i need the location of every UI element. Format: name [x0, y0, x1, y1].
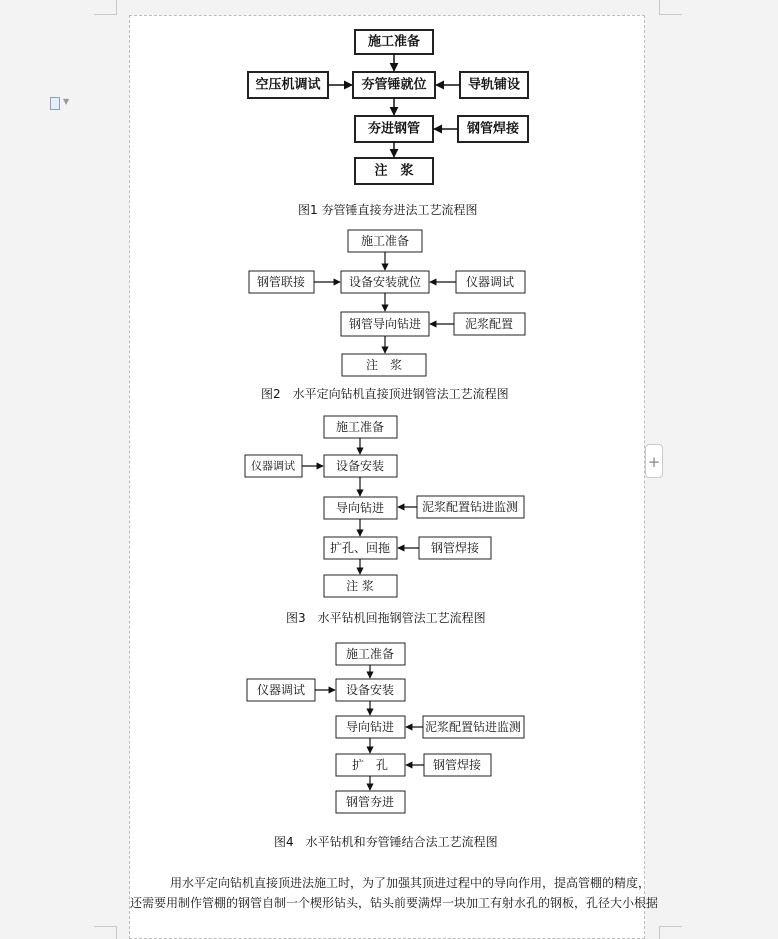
flow-box-equipment-install: [324, 455, 397, 477]
svg-text:空压机调试: 空压机调试: [255, 77, 321, 93]
flow-box-pipe-connection: [249, 271, 314, 293]
flow-box-grouting: [355, 158, 433, 184]
svg-text:仪器调试: 仪器调试: [465, 275, 515, 289]
svg-text:夯管锤就位: 夯管锤就位: [361, 77, 427, 93]
svg-text:施工准备: 施工准备: [345, 647, 395, 661]
flow-box-guided-drilling: [336, 716, 405, 738]
flow-box-grouting: [342, 354, 426, 376]
svg-text:钢管焊接: 钢管焊接: [432, 758, 482, 772]
body-text-line: 用水平定向钻机直接顶进法施工时，为了加强其顶进过程中的导向作用，提高管棚的精度，: [170, 876, 651, 890]
svg-text:注 浆: 注 浆: [346, 579, 374, 593]
flow-box-instrument-test: [456, 271, 525, 293]
flow-box-ram-pipe: [355, 116, 433, 142]
flow-box-construction-prep: [324, 416, 397, 438]
flow-box-guided-drilling: [341, 312, 429, 336]
svg-text:夯进钢管: 夯进钢管: [367, 121, 421, 137]
figure4-caption: 图4 水平钻机和夯管锤结合法工艺流程图: [274, 835, 498, 849]
flow-box-equipment-install: [341, 271, 429, 293]
flow-box-hammer-position: [353, 72, 435, 98]
flow-box-reaming: [336, 754, 405, 776]
flow-box-pipe-welding: [424, 754, 491, 776]
flow-box-guided-drilling: [324, 497, 397, 519]
svg-text:设备安装: 设备安装: [345, 683, 395, 697]
svg-text:扩 孔: 扩 孔: [351, 758, 389, 772]
svg-text:施工准备: 施工准备: [367, 34, 421, 50]
svg-text:导向钻进: 导向钻进: [335, 501, 385, 515]
add-button[interactable]: +: [645, 444, 663, 478]
svg-text:仪器调试: 仪器调试: [256, 683, 306, 697]
svg-text:设备安装: 设备安装: [335, 459, 385, 473]
flow-box-construction-prep: [348, 230, 422, 252]
flow-box-mud-prep: [454, 313, 525, 335]
figure1-caption: 图1 夯管锤直接夯进法工艺流程图: [298, 203, 478, 217]
svg-text:施工准备: 施工准备: [360, 234, 410, 248]
svg-text:扩孔、回拖: 扩孔、回拖: [329, 541, 391, 555]
figure3-caption: 图3 水平钻机回拖钢管法工艺流程图: [286, 611, 486, 625]
figure2-caption: 图2 水平定向钻机直接顶进钢管法工艺流程图: [261, 387, 509, 401]
flow-box-mud-monitoring: [423, 716, 524, 738]
body-text-line: 还需要用制作管棚的钢管自制一个楔形钻头，钻头前要满焊一块加工有射水孔的钢板，孔径大小根据: [130, 896, 659, 910]
svg-text:导向钻进: 导向钻进: [345, 720, 395, 734]
figure1-chart: [248, 30, 528, 184]
svg-text:导轨铺设: 导轨铺设: [467, 77, 521, 93]
flow-box-compressor-test: [248, 72, 328, 98]
figure3-chart: [245, 416, 524, 597]
svg-text:泥浆配置: 泥浆配置: [464, 317, 514, 331]
figure2-arrows: [314, 252, 456, 353]
flow-box-instrument-test: [247, 679, 315, 701]
flow-box-instrument-test: [245, 455, 302, 477]
flow-box-pipe-welding: [458, 116, 528, 142]
svg-text:注 浆: 注 浆: [365, 358, 403, 372]
svg-text:钢管夯进: 钢管夯进: [345, 795, 395, 809]
svg-text:注 浆: 注 浆: [374, 163, 414, 179]
svg-text:设备安装就位: 设备安装就位: [348, 275, 422, 289]
flow-box-rail-laying: [460, 72, 528, 98]
document-icon[interactable]: ▼: [50, 97, 76, 113]
svg-text:钢管导向钻进: 钢管导向钻进: [348, 317, 422, 331]
flow-box-pipe-welding: [419, 537, 491, 559]
svg-text:泥浆配置钻进监测: 泥浆配置钻进监测: [424, 720, 522, 734]
svg-text:泥浆配置钻进监测: 泥浆配置钻进监测: [421, 500, 519, 514]
flow-box-construction-prep: [336, 643, 405, 665]
svg-text:仪器调试: 仪器调试: [251, 459, 295, 473]
flow-box-pipe-ramming: [336, 791, 405, 813]
svg-text:钢管联接: 钢管联接: [256, 275, 306, 289]
figure4-chart: [247, 643, 524, 813]
flow-box-grouting: [324, 575, 397, 597]
flow-box-mud-monitoring: [417, 496, 524, 518]
figure2-chart: [249, 230, 525, 376]
svg-text:钢管焊接: 钢管焊接: [430, 541, 480, 555]
svg-text:施工准备: 施工准备: [335, 420, 385, 434]
flow-box-construction-prep: [355, 30, 433, 54]
flow-box-equipment-install: [336, 679, 405, 701]
flow-box-ream-pullback: [324, 537, 397, 559]
svg-text:钢管焊接: 钢管焊接: [466, 121, 520, 137]
